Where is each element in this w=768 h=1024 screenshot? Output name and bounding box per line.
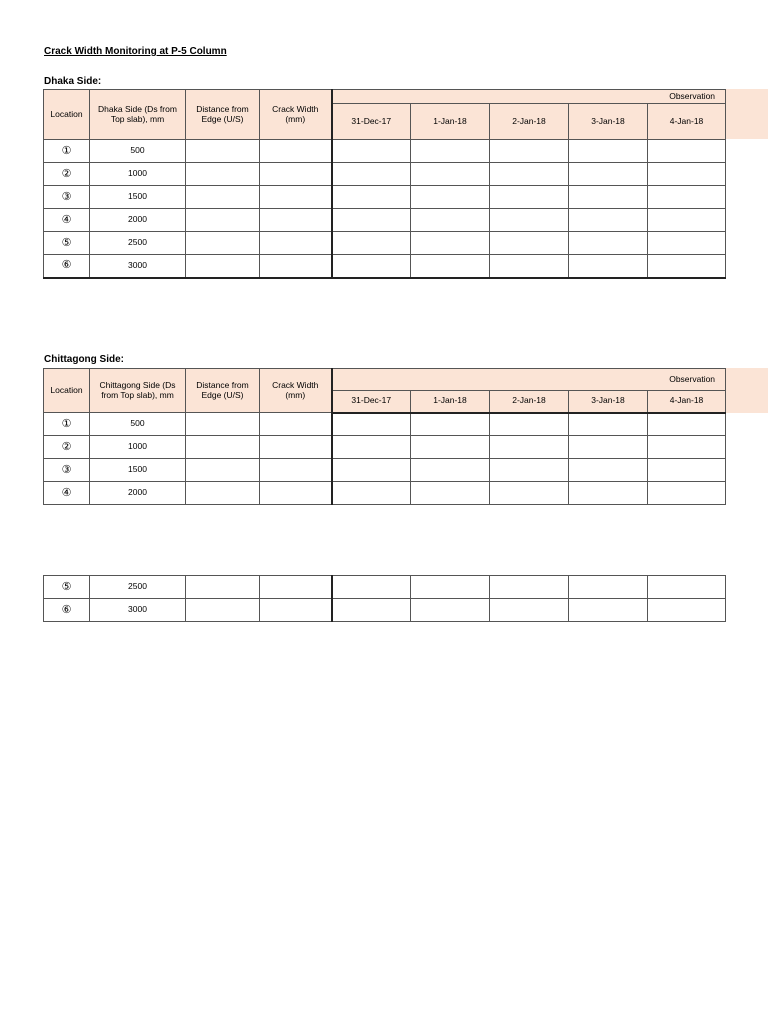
location-marker: ① (44, 140, 90, 163)
ds-value: 1000 (90, 163, 186, 186)
location-marker: ④ (44, 482, 90, 505)
crack-width-cell[interactable] (260, 599, 332, 622)
table-row (44, 413, 726, 436)
ds-value: 3000 (90, 599, 186, 622)
distance-cell[interactable] (186, 482, 260, 505)
location-marker: ② (44, 436, 90, 459)
observation-cell[interactable] (569, 599, 648, 622)
location-marker: ② (44, 163, 90, 186)
observation-cell[interactable] (332, 255, 411, 278)
observation-cell[interactable] (648, 436, 726, 459)
location-marker: ③ (44, 186, 90, 209)
ds-value: 1500 (90, 459, 186, 482)
observation-cell[interactable] (648, 413, 726, 436)
distance-header: Distance from Edge (U/S) (186, 90, 260, 140)
crack-width-cell[interactable] (260, 232, 332, 255)
distance-header: Distance from Edge (U/S) (186, 369, 260, 413)
observation-cell[interactable] (411, 255, 490, 278)
date-header: 4-Jan-18 (648, 104, 726, 140)
observation-header: Observation (332, 369, 726, 391)
observation-cell[interactable] (490, 599, 569, 622)
table-row (44, 232, 726, 255)
page-title: Crack Width Monitoring at P-5 Column (44, 46, 227, 57)
observation-cell[interactable] (569, 163, 648, 186)
observation-cell[interactable] (490, 209, 569, 232)
observation-cell[interactable] (332, 482, 411, 505)
distance-cell[interactable] (186, 413, 260, 436)
observation-cell[interactable] (569, 186, 648, 209)
ds-value: 3000 (90, 255, 186, 278)
distance-cell[interactable] (186, 599, 260, 622)
observation-cell[interactable] (490, 436, 569, 459)
ds-header: Chittagong Side (Ds from Top slab), mm (90, 369, 186, 413)
observation-cell[interactable] (332, 599, 411, 622)
ds-value: 2000 (90, 209, 186, 232)
observation-cell[interactable] (490, 163, 569, 186)
location-header: Location (44, 369, 90, 413)
observation-cell[interactable] (569, 209, 648, 232)
observation-cell[interactable] (648, 599, 726, 622)
table-row (44, 482, 726, 505)
observation-cell[interactable] (411, 482, 490, 505)
table-row (44, 436, 726, 459)
location-marker: ① (44, 413, 90, 436)
observation-cell[interactable] (490, 413, 569, 436)
dhaka-table (43, 89, 726, 279)
observation-cell[interactable] (648, 459, 726, 482)
dhaka-header-band (725, 89, 768, 139)
observation-cell[interactable] (411, 140, 490, 163)
crack-width-cell[interactable] (260, 436, 332, 459)
observation-cell[interactable] (490, 255, 569, 278)
date-header: 1-Jan-18 (411, 391, 490, 413)
date-header: 31-Dec-17 (332, 391, 411, 413)
observation-cell[interactable] (411, 163, 490, 186)
distance-cell[interactable] (186, 140, 260, 163)
observation-cell[interactable] (411, 599, 490, 622)
observation-cell[interactable] (332, 140, 411, 163)
ds-value: 2500 (90, 232, 186, 255)
observation-cell[interactable] (332, 436, 411, 459)
crack-width-cell[interactable] (260, 209, 332, 232)
ds-value: 500 (90, 140, 186, 163)
observation-cell[interactable] (332, 413, 411, 436)
table-row (44, 576, 726, 599)
observation-cell[interactable] (648, 140, 726, 163)
crack-width-cell[interactable] (260, 186, 332, 209)
observation-cell[interactable] (569, 436, 648, 459)
observation-cell[interactable] (569, 232, 648, 255)
table-row (44, 255, 726, 278)
ds-header: Dhaka Side (Ds from Top slab), mm (90, 90, 186, 140)
observation-cell[interactable] (648, 482, 726, 505)
table-row (44, 209, 726, 232)
distance-cell[interactable] (186, 576, 260, 599)
observation-cell[interactable] (411, 576, 490, 599)
location-marker: ⑤ (44, 232, 90, 255)
crack-width-cell[interactable] (260, 413, 332, 436)
ds-value: 2000 (90, 482, 186, 505)
crack-width-cell[interactable] (260, 255, 332, 278)
observation-cell[interactable] (648, 209, 726, 232)
observation-cell[interactable] (411, 459, 490, 482)
observation-cell[interactable] (569, 576, 648, 599)
chittagong-table-continued (43, 575, 726, 622)
location-marker: ④ (44, 209, 90, 232)
date-header: 3-Jan-18 (569, 104, 648, 140)
observation-cell[interactable] (332, 459, 411, 482)
distance-cell[interactable] (186, 459, 260, 482)
observation-cell[interactable] (490, 576, 569, 599)
distance-cell[interactable] (186, 163, 260, 186)
chittagong-section-label: Chittagong Side: (44, 354, 124, 365)
distance-cell[interactable] (186, 255, 260, 278)
observation-cell[interactable] (569, 413, 648, 436)
date-header: 4-Jan-18 (648, 391, 726, 413)
observation-cell[interactable] (648, 232, 726, 255)
date-header: 31-Dec-17 (332, 104, 411, 140)
ds-value: 1500 (90, 186, 186, 209)
observation-cell[interactable] (569, 482, 648, 505)
chittagong-header-band (725, 368, 768, 413)
observation-header: Observation (332, 90, 726, 104)
table-row (44, 140, 726, 163)
observation-cell[interactable] (648, 163, 726, 186)
observation-cell[interactable] (569, 255, 648, 278)
observation-cell[interactable] (332, 186, 411, 209)
observation-cell[interactable] (569, 140, 648, 163)
observation-cell[interactable] (411, 232, 490, 255)
dhaka-section-label: Dhaka Side: (44, 76, 102, 87)
date-header: 2-Jan-18 (490, 391, 569, 413)
location-marker: ⑤ (44, 576, 90, 599)
observation-cell[interactable] (648, 255, 726, 278)
crack-width-header: Crack Width (mm) (260, 90, 332, 140)
crack-width-cell[interactable] (260, 482, 332, 505)
location-header: Location (44, 90, 90, 140)
observation-cell[interactable] (411, 436, 490, 459)
observation-cell[interactable] (411, 413, 490, 436)
date-header: 3-Jan-18 (569, 391, 648, 413)
table-row (44, 163, 726, 186)
observation-cell[interactable] (332, 163, 411, 186)
ds-value: 500 (90, 413, 186, 436)
distance-cell[interactable] (186, 232, 260, 255)
date-header: 2-Jan-18 (490, 104, 569, 140)
observation-cell[interactable] (490, 232, 569, 255)
observation-cell[interactable] (332, 576, 411, 599)
ds-value: 1000 (90, 436, 186, 459)
observation-cell[interactable] (490, 482, 569, 505)
observation-cell[interactable] (569, 459, 648, 482)
observation-cell[interactable] (648, 186, 726, 209)
crack-width-cell[interactable] (260, 459, 332, 482)
observation-cell[interactable] (490, 140, 569, 163)
table-row (44, 186, 726, 209)
ds-value: 2500 (90, 576, 186, 599)
location-marker: ⑥ (44, 599, 90, 622)
crack-width-cell[interactable] (260, 140, 332, 163)
observation-cell[interactable] (490, 186, 569, 209)
chittagong-table (43, 368, 726, 505)
distance-cell[interactable] (186, 436, 260, 459)
observation-cell[interactable] (648, 576, 726, 599)
location-marker: ⑥ (44, 255, 90, 278)
crack-width-header: Crack Width (mm) (260, 369, 332, 413)
observation-cell[interactable] (332, 209, 411, 232)
distance-cell[interactable] (186, 186, 260, 209)
crack-width-cell[interactable] (260, 576, 332, 599)
observation-cell[interactable] (332, 232, 411, 255)
distance-cell[interactable] (186, 209, 260, 232)
date-header: 1-Jan-18 (411, 104, 490, 140)
location-marker: ③ (44, 459, 90, 482)
observation-cell[interactable] (411, 186, 490, 209)
observation-cell[interactable] (490, 459, 569, 482)
table-row (44, 459, 726, 482)
table-row (44, 599, 726, 622)
crack-width-cell[interactable] (260, 163, 332, 186)
observation-cell[interactable] (411, 209, 490, 232)
